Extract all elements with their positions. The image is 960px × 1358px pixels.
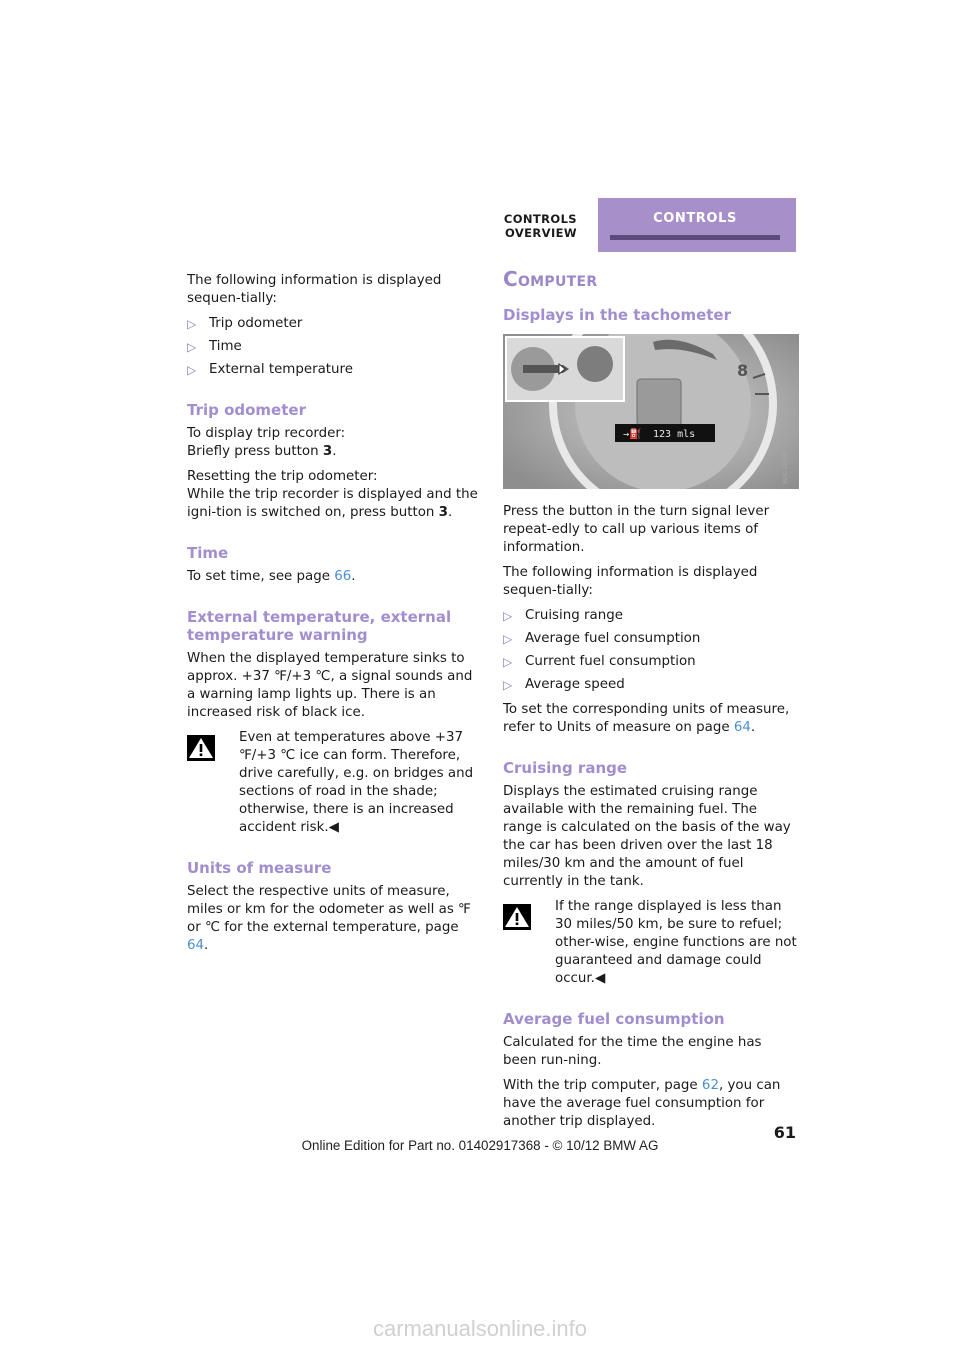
section-title: CONTROLS OVERVIEW [503,212,577,240]
heading-cruising-range: Cruising range [503,759,628,777]
bullet-icon: ▷ [187,363,197,377]
intro-text: The following information is displayed sequen-tially: [187,273,442,306]
avg-fuel-text-1: Calculated for the time the engine has been run-ning. [503,1035,762,1068]
end-mark: ◀ [328,820,339,835]
heading-displays: Displays in the tachometer [503,306,731,324]
displays-text-2: The following information is displayed sequen-tially: [503,565,758,598]
list-item: ▷ Average speed [503,677,625,692]
heading-time: Time [187,544,229,562]
list-item: ▷ Time [187,339,242,354]
svg-text:→⛽: →⛽ [623,429,642,440]
watermark: carmanualsonline.info [372,1316,588,1341]
warning-block: Even at temperatures above +37 ℉/+3 ℃ ice can form. Therefore, drive carefully, e.g. on bridges and sections of road in the shade; otherwise, there is an increased accident risk.◀ [187,729,479,837]
page-link[interactable]: 66 [334,569,352,584]
units-text: Select the respective units of measure, miles or km for the odometer as well as ℉ or ℃ for the external temperature, page 64. [187,884,471,953]
svg-text:8: 8 [737,361,749,380]
bullet-icon: ▷ [503,655,513,669]
list-item: ▷ Average fuel consumption [503,631,701,646]
trip-display-text: To display trip recorder: Briefly press button 3. [187,426,346,459]
bullet-icon: ▷ [503,678,513,692]
displays-text-1: Press the button in the turn signal lever repeat-edly to call up various items of information. [503,504,770,555]
time-text: To set time, see page 66. [187,569,356,584]
page-link[interactable]: 64 [733,720,751,735]
heading-computer: Computer [503,267,598,291]
trip-reset-text: Resetting the trip odometer: While the trip recorder is displayed and the igni-tion is switched on, press button 3. [187,469,478,520]
bullet-icon: ▷ [503,632,513,646]
tachometer-photo [503,334,799,489]
displays-text-3: To set the corresponding units of measure, refer to Units of measure on page 64. [503,702,790,735]
list-item: ▷ Trip odometer [187,316,303,331]
heading-average-fuel: Average fuel consumption [503,1010,725,1028]
page-link[interactable]: 64 [187,938,205,953]
display-readout: 123 mls [653,429,696,440]
list-item: ▷ External temperature [187,362,353,377]
list-item: ▷ Current fuel consumption [503,654,696,669]
footer-text: Online Edition for Part no. 01402917368 - © 10/12 BMW AG [301,1138,659,1153]
list-item: ▷ Cruising range [503,608,623,623]
bullet-icon: ▷ [503,609,513,623]
left-column [187,272,479,962]
avg-fuel-text-2: With the trip computer, page 62, you can have the average fuel consumption for another trip displayed. [503,1078,781,1129]
chapter-tab[interactable] [598,198,796,252]
end-mark: ◀ [594,971,606,986]
warning-icon [503,904,531,930]
bullet-icon: ▷ [187,340,197,354]
cruising-range-text: Displays the estimated cruising range available with the remaining fuel. The range is calculated on the basis of the way the car has been driven over the last 18 miles/30 km and the amount of fuel currently in the tank. [503,784,791,889]
chapter-tab-label: CONTROLS [610,198,780,235]
external-temperature-text: When the displayed temperature sinks to approx. +37 ℉/+3 ℃, a signal sounds and a warning lamp lights up. There is an increased risk of black ice. [187,651,473,720]
svg-text:W/C-1B/GP: W/C-1B/GP [782,451,789,484]
warning-icon [187,735,215,761]
right-column [503,267,799,1138]
heading-external-temperature: External temperature, external temperature warning [187,608,452,644]
intro-list [187,315,479,379]
page-number: 61 [773,1123,796,1142]
warning-block: If the range displayed is less than 30 miles/50 km, be sure to refuel; other-wise, engine functions are not guaranteed and damage could occur.◀ [503,898,799,988]
heading-units: Units of measure [187,859,332,877]
page-link[interactable]: 62 [701,1078,719,1093]
bullet-icon: ▷ [187,317,197,331]
heading-trip-odometer: Trip odometer [187,401,306,419]
displays-list [503,607,799,694]
